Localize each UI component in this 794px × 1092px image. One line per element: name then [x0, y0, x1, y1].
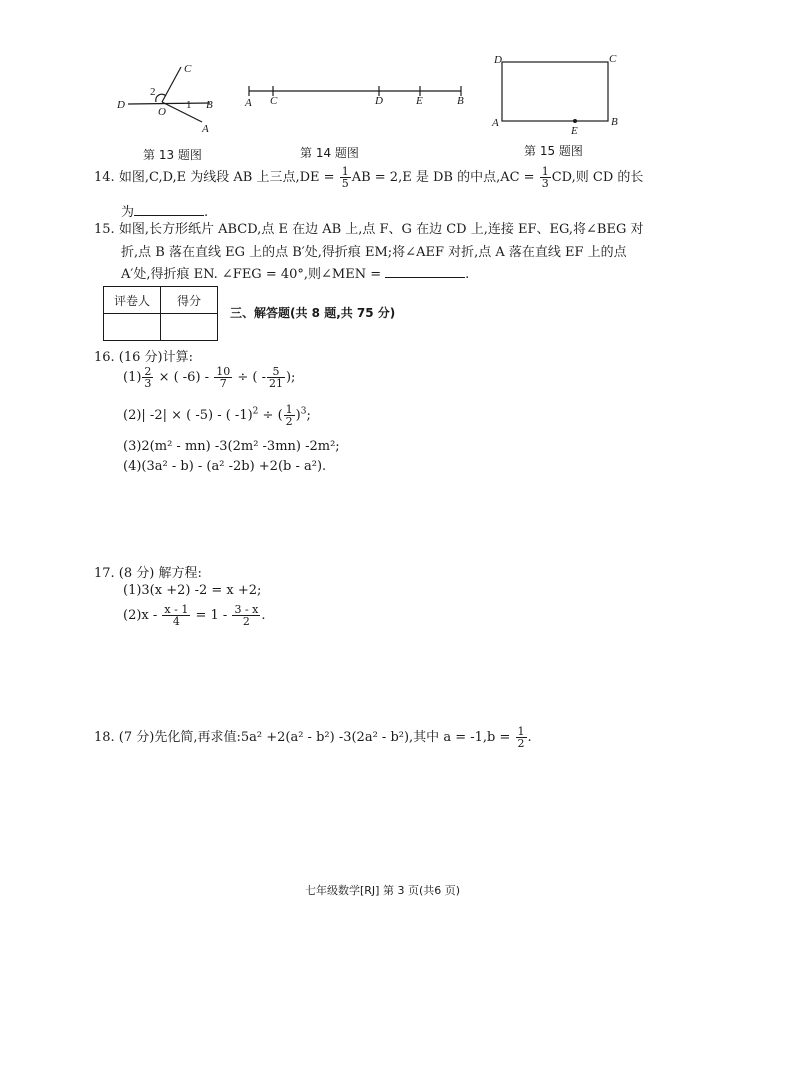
fig13-line-db [128, 103, 210, 104]
q15-answer-blank[interactable] [385, 263, 465, 278]
q17-p2-f1n: x - 1 [164, 603, 189, 616]
q17-p2-t1: = 1 - [195, 608, 228, 623]
fig14-label-d: D [375, 95, 383, 107]
q15-line3: A′处,得折痕 EN. ∠FEG = 40°,则∠MEN = [121, 267, 382, 282]
q14-period: . [204, 205, 209, 220]
q16-p1-f3n: 5 [267, 366, 285, 378]
fig15-caption: 第 15 题图 [524, 144, 583, 158]
fig14-label-c: C [270, 95, 278, 107]
fig15-label-d: D [494, 54, 502, 66]
q16-p2-t4: ; [306, 408, 311, 423]
q17-p2-f1d: 4 [172, 615, 180, 628]
figure-14 [249, 86, 461, 96]
fig14-caption: 第 14 题图 [300, 146, 359, 160]
q14-number: 14. [94, 170, 115, 185]
figure-13 [128, 67, 210, 122]
figures-area [0, 0, 794, 180]
q16-p1-f1n: 2 [144, 365, 152, 378]
q16-part-1 [123, 366, 295, 389]
q16-p2-fd: 2 [285, 415, 293, 428]
q14-text-c: CD,则 CD 的长 [551, 170, 644, 185]
q14-fraction-2 [540, 166, 551, 189]
fig13-label-b: B [206, 99, 213, 111]
q16-p2-fn: 1 [285, 403, 293, 416]
q17-part-1: (1)3(x +2) -2 = x +2; [123, 583, 262, 598]
q16-p1-f1d: 3 [144, 377, 152, 390]
fig14-label-a: A [245, 97, 252, 109]
q16-p2-sup1: 2 [252, 406, 259, 417]
q16-p2-frac [284, 404, 295, 427]
q15-period: . [465, 267, 470, 282]
q16-header: 16. (16 分)计算: [94, 350, 194, 365]
fig13-ray-oa [162, 102, 202, 122]
q15-number: 15. [94, 222, 115, 237]
question-18 [94, 726, 532, 749]
q14-text-a: 如图,C,D,E 为线段 AB 上三点,DE = [118, 170, 339, 185]
q17-p2-f2d: 2 [242, 615, 250, 628]
score-table-score-cell[interactable] [161, 314, 218, 341]
question-15-line-1 [94, 218, 643, 237]
fig13-label-c: C [184, 63, 192, 75]
score-table-grader-cell[interactable] [104, 314, 161, 341]
q14-line2-text: 为 [121, 205, 135, 220]
fig15-label-a: A [492, 117, 499, 129]
q16-p1-t1: × ( -6) - [158, 370, 210, 385]
fig14-label-b: B [457, 95, 464, 107]
fig14-label-e: E [416, 95, 423, 107]
fig15-rectangle [502, 62, 608, 121]
q15-line2: 折,点 B 落在直线 EG 上的点 B′处,得折痕 EM;将∠AEF 对折,点 A 落在直线 EF 上的点 [121, 245, 627, 260]
q18-text-a: 18. (7 分)先化简,再求值:5a² +2(a² - b²) -3(2a² - b²),其中 a = -1,b = [94, 730, 511, 745]
q18-fn: 1 [517, 725, 525, 738]
q16-part-2 [123, 404, 311, 427]
score-table-grader-header: 评卷人 [104, 287, 161, 314]
q17-p2-frac2 [232, 604, 260, 627]
q16-p1-label: (1) [123, 370, 142, 385]
section-3-title: 三、解答题(共 8 题,共 75 分) [230, 306, 396, 320]
figure-15 [502, 62, 608, 121]
q14-answer-blank[interactable] [134, 201, 204, 216]
question-15-line-3 [121, 263, 469, 282]
q14-frac1-den: 5 [341, 177, 349, 190]
q16-p2-t1: | -2| × ( -5) - ( -1) [141, 408, 253, 423]
q16-part-3: (3)2(m² - mn) -3(2m² -3mn) -2m²; [123, 439, 340, 454]
q16-p1-frac3 [267, 366, 285, 389]
fig13-label-d: D [117, 99, 125, 111]
q15-line1: 如图,长方形纸片 ABCD,点 E 在边 AB 上,点 F、G 在边 CD 上,连接 EF、EG,将∠BEG 对 [118, 222, 644, 237]
fig13-label-o: O [158, 106, 166, 118]
q16-p1-f2n: 10 [216, 365, 231, 378]
q17-p2-label: (2)x - [123, 608, 158, 623]
q16-p1-frac2 [214, 366, 232, 389]
q18-text-b: . [527, 730, 532, 745]
fig13-label-angle2: 2 [150, 86, 156, 98]
fig15-label-c: C [609, 53, 617, 65]
fig13-label-angle1: 1 [186, 99, 192, 111]
q17-p2-t2: . [261, 608, 266, 623]
q14-text-b: AB = 2,E 是 DB 的中点,AC = [351, 170, 539, 185]
q18-fraction [516, 726, 527, 749]
fig13-label-a: A [202, 123, 209, 135]
question-15-line-2 [121, 241, 627, 260]
q16-p1-t3: ); [285, 370, 296, 385]
q16-p2-label: (2) [123, 408, 142, 423]
q16-p2-t3: ) [295, 408, 301, 423]
q17-p2-f2n: 3 - x [234, 603, 259, 616]
q16-p1-f2d: 7 [219, 377, 227, 390]
score-table [103, 286, 218, 341]
fig15-label-b: B [611, 116, 618, 128]
q18-fd: 2 [517, 737, 525, 750]
score-table-score-header: 得分 [161, 287, 218, 314]
q14-fraction-1 [340, 166, 351, 189]
q17-header: 17. (8 分) 解方程: [94, 566, 202, 581]
q16-part-4: (4)(3a² - b) - (a² -2b) +2(b - a²). [123, 459, 327, 474]
fig15-label-e: E [571, 125, 578, 137]
q16-p1-t2: ÷ ( - [237, 370, 266, 385]
fig13-ray-oc [162, 67, 181, 102]
q16-p2-t2: ÷ ( [262, 408, 283, 423]
q17-p2-frac1 [162, 604, 190, 627]
q17-part-2 [123, 604, 266, 627]
page-footer: 七年级数学[RJ] 第 3 页(共6 页) [305, 884, 461, 897]
q14-frac1-num: 1 [341, 165, 349, 178]
q16-p2-sup2: 3 [300, 406, 307, 417]
q14-frac2-den: 3 [541, 177, 549, 190]
question-14 [94, 166, 643, 189]
q16-p1-frac1 [142, 366, 153, 389]
q16-p1-f3d: 21 [268, 377, 283, 390]
q14-frac2-num: 1 [541, 165, 549, 178]
fig13-caption: 第 13 题图 [143, 148, 202, 162]
fig15-point-e [573, 119, 577, 123]
